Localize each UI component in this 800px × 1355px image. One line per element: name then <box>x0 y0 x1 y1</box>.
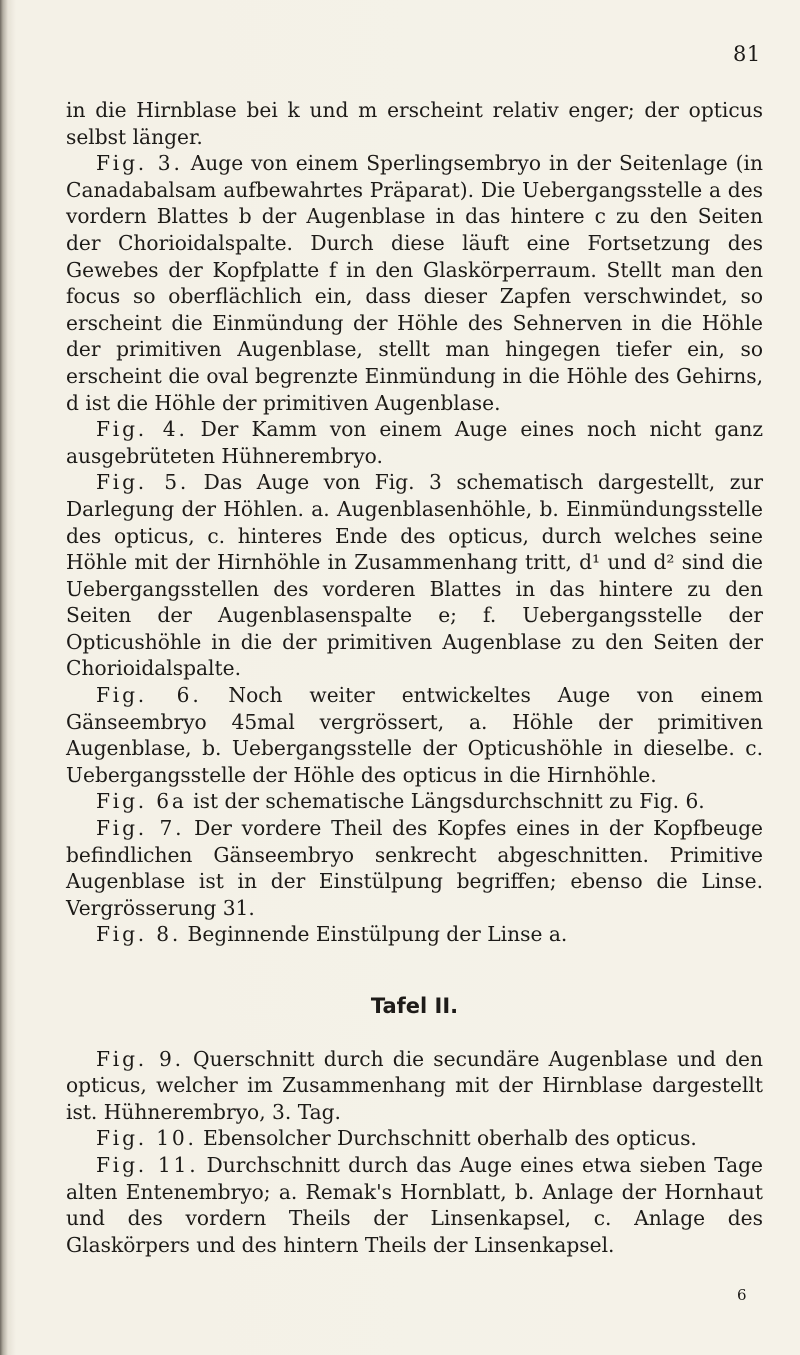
figure-caption-fig-4 <box>66 416 763 469</box>
text-column <box>66 97 763 1258</box>
figure-caption-fig-5 <box>66 469 763 682</box>
figure-text: Ebensolcher Durchschnitt oberhalb des opticus. <box>203 1126 697 1151</box>
figure-label: Fig. 10. <box>96 1126 197 1151</box>
figure-text: Querschnitt durch die secundäre Augenblase und den opticus, welcher im Zusammenhang mit der Hirnblase dargestellt ist. Hühnerembryo, 3. Tag. <box>66 1046 763 1124</box>
figure-label: Fig. 6a <box>96 789 187 814</box>
figure-caption-fig-11 <box>66 1152 763 1258</box>
signature-mark: 6 <box>737 1286 747 1304</box>
figure-label: Fig. 11. <box>96 1152 199 1177</box>
figure-caption-fig-6a <box>66 788 763 815</box>
figure-text: Durchschnitt durch das Auge eines etwa sieben Tage alten Entenembryo; a. Remak's Hornblatt, b. Anlage der Hornhaut und des vordern Theils der Linsenkapsel, c. Anlage des Glaskörpers und des hintern Theils der Linsenkapsel. <box>66 1152 763 1257</box>
figure-text: Das Auge von Fig. 3 schematisch dargestellt, zur Darlegung der Höhlen. a. Augenblasenhöhle, b. Einmündungsstelle des opticus, c. hinteres Ende des opticus, durch welches seine Höhle mit der Hirnhöhle in Zusammenhang tritt, d¹ und d² sind die Uebergangsstellen des vorderen Blattes in das hintere zu den Seiten der Augenblasenspalte e; f. Uebergangsstelle der Opticushöhle in die der primitiven Augenblase zu den Seiten der Chorioidalspalte. <box>66 470 763 681</box>
page-number: 81 <box>733 42 761 66</box>
figure-text: ist der schematische Längsdurchschnitt zu Fig. 6. <box>193 789 705 814</box>
figure-label: Fig. 3. <box>96 151 183 176</box>
figure-label: Fig. 7. <box>96 816 185 841</box>
figure-text: Auge von einem Sperlingsembryo in der Seitenlage (in Canadabalsam aufbewahrtes Präparat). Die Uebergangsstelle a des vordern Blattes b der Augenblase in das hintere c zu den Seiten der Chorioidalspalte. Durch diese läuft eine Fortsetzung des Gewebes der Kopfplatte f in den Glaskörperraum. Stellt man den focus so oberflächlich ein, dass dieser Zapfen verschwindet, so erscheint die Einmündung der Höhle des Sehnerven in die Höhle der primitiven Augenblase, stellt man hingegen tiefer ein, so erscheint die oval begrenzte Einmündung in die Höhle des Gehirns, d ist die Höhle der primitiven Augenblase. <box>66 151 763 415</box>
figure-caption-fig-6 <box>66 682 763 788</box>
figure-label: Fig. 9. <box>96 1046 184 1071</box>
figure-label: Fig. 5. <box>96 470 190 495</box>
figure-label: Fig. 4. <box>96 417 188 442</box>
figure-caption-fig-3 <box>66 150 763 416</box>
figure-text: Noch weiter entwickeltes Auge von einem Gänseembryo 45mal vergrössert, a. Höhle der primitiven Augenblase, b. Uebergangsstelle der Opticushöhle in dieselbe. c. Uebergangsstelle der Höhle des opticus in die Hirnhöhle. <box>66 683 763 787</box>
figure-text: Beginnende Einstülpung der Linse a. <box>187 922 568 947</box>
continuation-paragraph: in die Hirnblase bei k und m erscheint relativ enger; der opticus selbst länger. <box>66 98 763 149</box>
figure-caption-fig-7 <box>66 815 763 921</box>
figure-label: Fig. 6. <box>96 683 202 708</box>
figure-label: Fig. 8. <box>96 922 182 947</box>
section-heading: Tafel II. <box>370 994 459 1018</box>
figure-caption-fig-9 <box>66 1046 763 1126</box>
figure-text: Der vordere Theil des Kopfes eines in der Kopfbeuge befindlichen Gänseembryo senkrecht abgeschnitten. Primitive Augenblase ist in der Einstülpung begriffen; ebenso die Linse. Vergrösserung 31. <box>66 816 763 920</box>
figure-caption-fig-10 <box>66 1125 763 1152</box>
plate-captions <box>66 1046 763 1259</box>
figure-caption-fig-8 <box>66 921 763 948</box>
figure-text: Der Kamm von einem Auge eines noch nicht ganz ausgebrüteten Hühnerembryo. <box>66 417 763 468</box>
